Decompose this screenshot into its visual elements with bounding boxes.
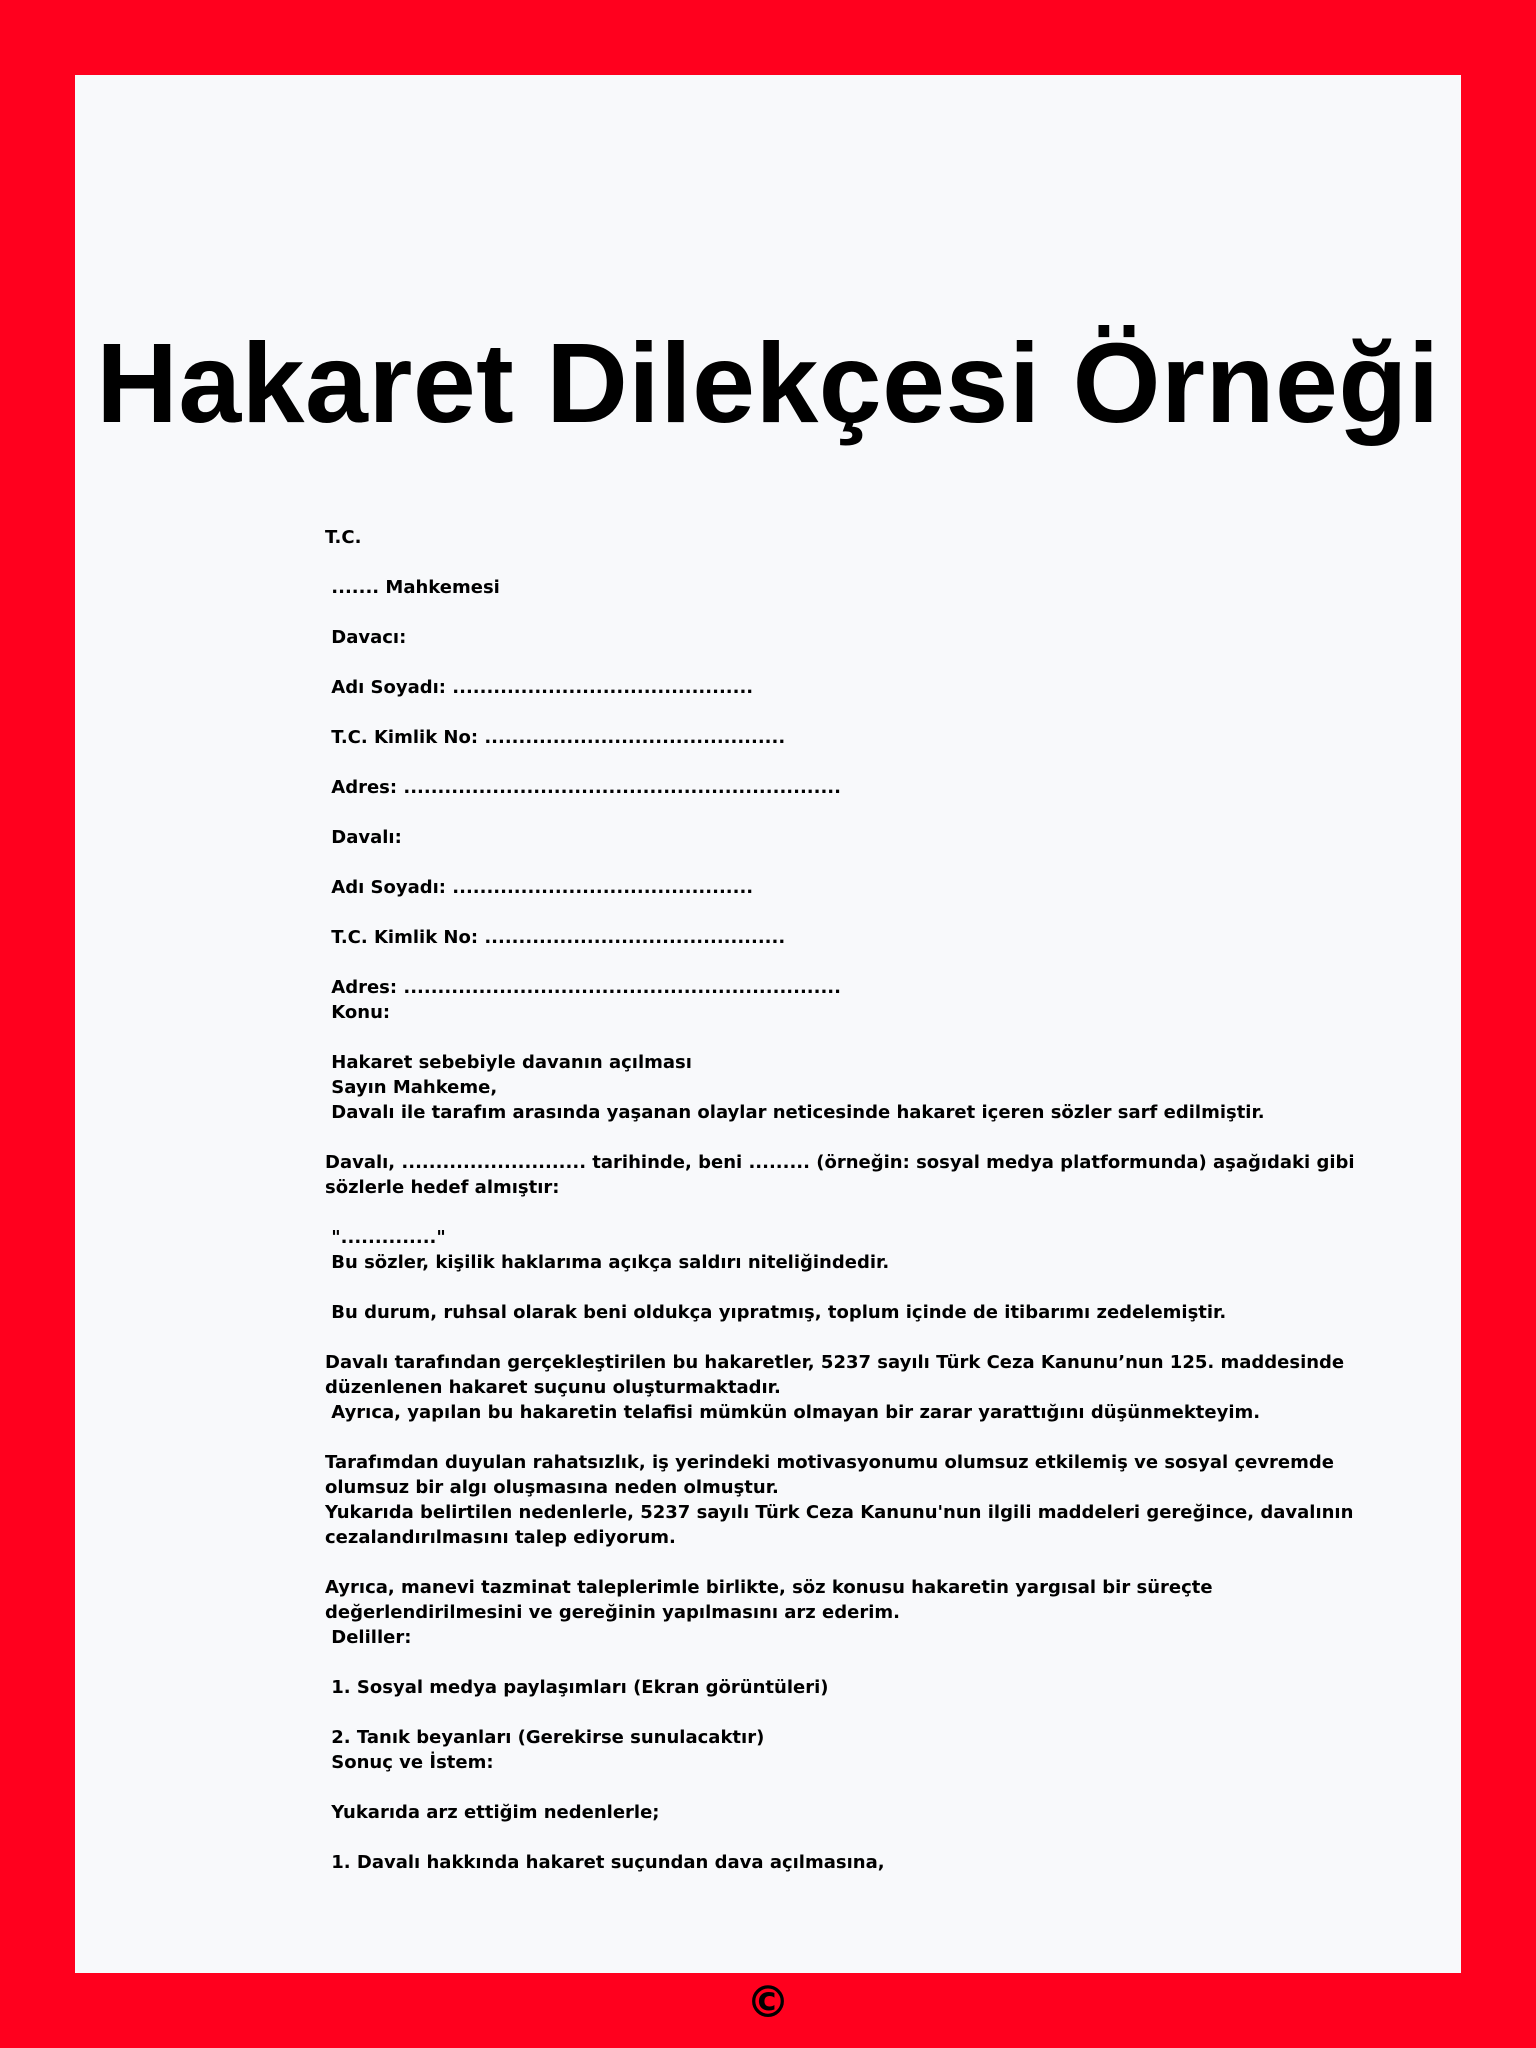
- text-line: "..............": [325, 1227, 446, 1248]
- text-line: Ayrıca, yapılan bu hakaretin telafisi mümkün olmayan bir zarar yarattığını düşünmekteyim.: [325, 1402, 1261, 1423]
- text-line: Sayın Mahkeme,: [325, 1077, 498, 1098]
- text-line: Davalı:: [325, 827, 402, 848]
- text-line: Adı Soyadı: ............................................: [325, 877, 754, 898]
- text-line: Adres: ................................................................: [325, 977, 841, 998]
- text-line: T.C.: [325, 527, 362, 548]
- text-line: Davacı:: [325, 627, 407, 648]
- text-line: Konu:: [325, 1002, 391, 1023]
- text-line: Adres: ................................................................: [325, 777, 841, 798]
- text-line: T.C. Kimlik No: ............................................: [325, 927, 786, 948]
- text-line: Adı Soyadı: ............................................: [325, 677, 754, 698]
- text-line: Sonuç ve İstem:: [325, 1752, 494, 1773]
- text-line: Hakaret sebebiyle davanın açılması: [325, 1052, 692, 1073]
- document-page: [75, 75, 1461, 2028]
- document-title: Hakaret Dilekçesi Örneği: [96, 320, 1440, 446]
- text-line: Yukarıda belirtilen nedenlerle, 5237 sayılı Türk Ceza Kanunu'nun ilgili maddeleri gereğince, davalının cezalandırılmasını talep ediyorum.: [325, 1502, 1360, 1548]
- copyright-icon: ©: [746, 1977, 790, 2028]
- text-line: Tarafımdan duyulan rahatsızlık, iş yerindeki motivasyonumu olumsuz etkilemiş ve sosyal çevremde olumsuz bir algı oluşmasına neden olmuştur.: [325, 1452, 1341, 1498]
- text-line: 1. Davalı hakkında hakaret suçundan dava açılmasına,: [325, 1852, 885, 1873]
- text-line: Davalı, ........................... tarihinde, beni ......... (örneğin: sosyal medya platformunda) aşağıdaki gibi sözlerle hedef almıştır:: [325, 1152, 1361, 1198]
- text-line: T.C. Kimlik No: ............................................: [325, 727, 786, 748]
- text-line: 2. Tanık beyanları (Gerekirse sunulacaktır): [325, 1727, 765, 1748]
- text-line: Davalı tarafından gerçekleştirilen bu hakaretler, 5237 sayılı Türk Ceza Kanunu’nun 125. maddesinde düzenlenen hakaret suçunu oluşturmaktadır.: [325, 1352, 1351, 1398]
- text-line: Bu sözler, kişilik haklarıma açıkça saldırı niteliğindedir.: [325, 1252, 890, 1273]
- text-line: Bu durum, ruhsal olarak beni oldukça yıpratmış, toplum içinde de itibarımı zedelemiştir.: [325, 1302, 1227, 1323]
- text-line: Yukarıda arz ettiğim nedenlerle;: [325, 1802, 660, 1823]
- text-line: Davalı ile tarafım arasında yaşanan olaylar neticesinde hakaret içeren sözler sarf edilmiştir.: [325, 1102, 1265, 1123]
- petition-body: [325, 525, 1365, 1875]
- text-line: 1. Sosyal medya paylaşımları (Ekran görüntüleri): [325, 1677, 829, 1698]
- text-line: Deliller:: [325, 1627, 412, 1648]
- text-line: Ayrıca, manevi tazminat taleplerimle birlikte, söz konusu hakaretin yargısal bir süreçte değerlendirilmesini ve gereğinin yapılmasını arz ederim.: [325, 1577, 1219, 1623]
- text-line: ....... Mahkemesi: [325, 577, 500, 598]
